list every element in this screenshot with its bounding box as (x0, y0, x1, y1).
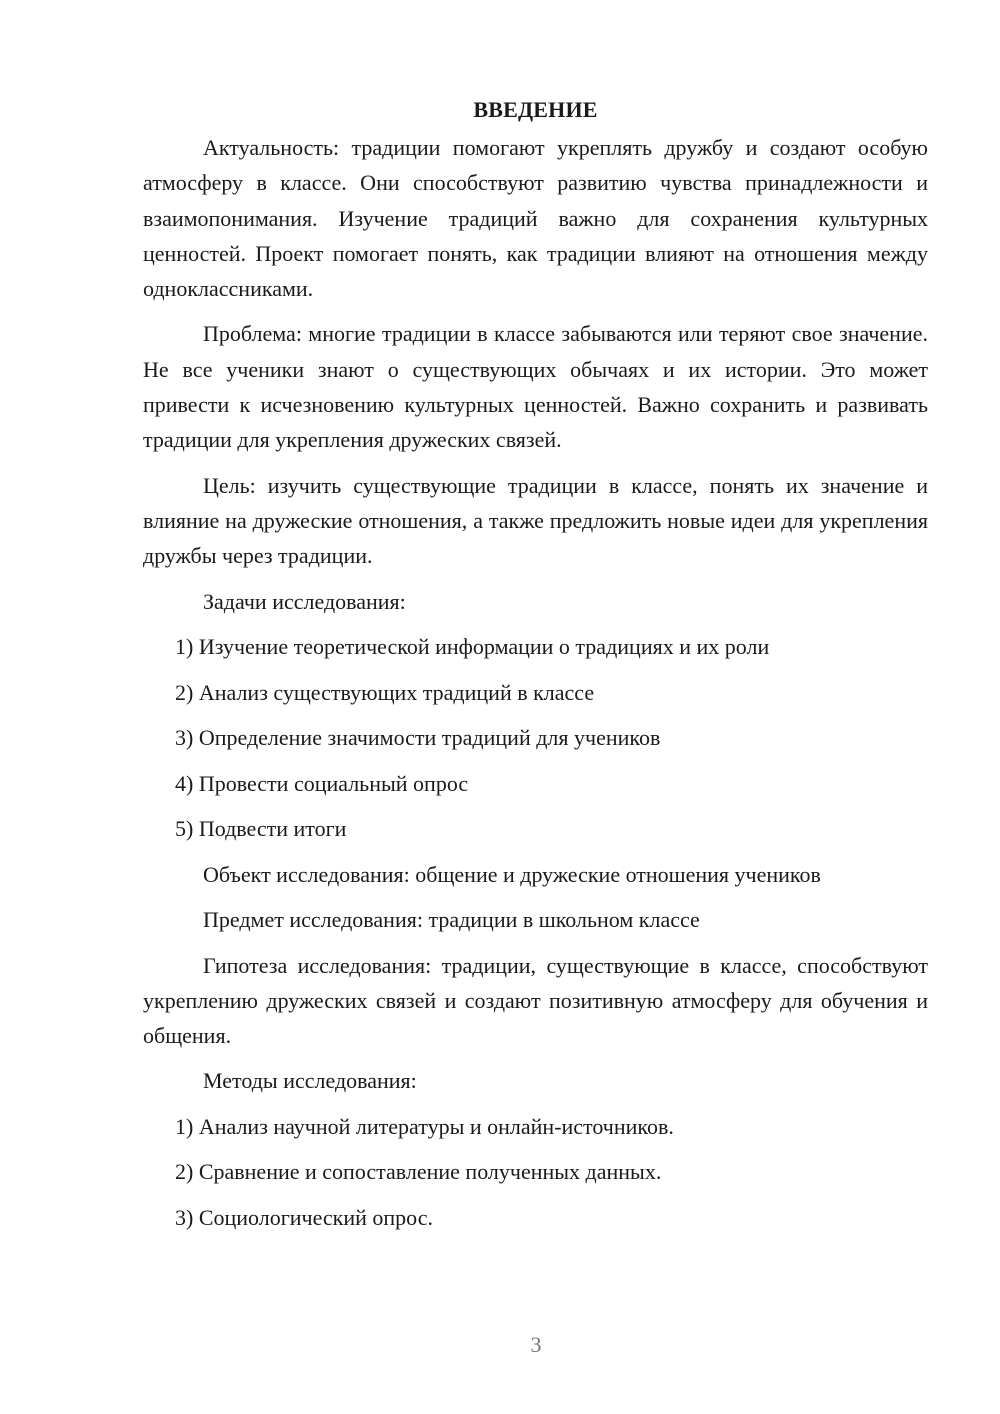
hypothesis-paragraph: Гипотеза исследования: традиции, существующие в классе, способствуют укреплению дружеских связей и создают позитивную атмосферу для обучения и общения. (143, 952, 928, 1049)
relevance-paragraph: Актуальность: традиции помогают укреплять дружбу и создают особую атмосферу в классе. Они способствуют развитию чувства принадлежности и взаимопонимания. Изучение традиций важно для сохранения культурных ценностей. Проект помогает понять, как традиции влияют на отношения между одноклассниками. (143, 135, 928, 302)
tasks-title: Задачи исследования: (203, 588, 406, 614)
list-item: 1) Анализ научной литературы и онлайн-источников. (175, 1113, 674, 1139)
document-page (143, 92, 928, 1245)
list-item: 2) Анализ существующих традиций в классе (175, 679, 595, 705)
methods-list (143, 1109, 928, 1236)
page-number: 3 (530, 1332, 542, 1357)
tasks-list (143, 629, 928, 847)
goal-paragraph: Цель: изучить существующие традиции в классе, понять их значение и влияние на дружеские отношения, а также предложить новые идеи для укрепления дружбы через традиции. (143, 472, 928, 569)
problem-paragraph: Проблема: многие традиции в классе забываются или теряют свое значение. Не все ученики знают о существующих обычаях и их истории. Это может привести к исчезновению культурных ценностей. Важно сохранить и развивать традиции для укрепления дружеских связей. (143, 321, 928, 453)
research-subject: Предмет исследования: традиции в школьном классе (203, 907, 700, 933)
methods-title: Методы исследования: (203, 1068, 417, 1094)
section-heading: ВВЕДЕНИЕ (473, 97, 598, 122)
list-item: 3) Определение значимости традиций для учеников (175, 725, 661, 751)
list-item: 5) Подвести итоги (175, 816, 347, 842)
list-item: 1) Изучение теоретической информации о традициях и их роли (175, 634, 770, 660)
list-item: 4) Провести социальный опрос (175, 770, 469, 796)
list-item: 3) Социологический опрос. (175, 1204, 433, 1230)
research-object: Объект исследования: общение и дружеские отношения учеников (203, 861, 821, 887)
list-item: 2) Сравнение и сопоставление полученных данных. (175, 1159, 662, 1185)
